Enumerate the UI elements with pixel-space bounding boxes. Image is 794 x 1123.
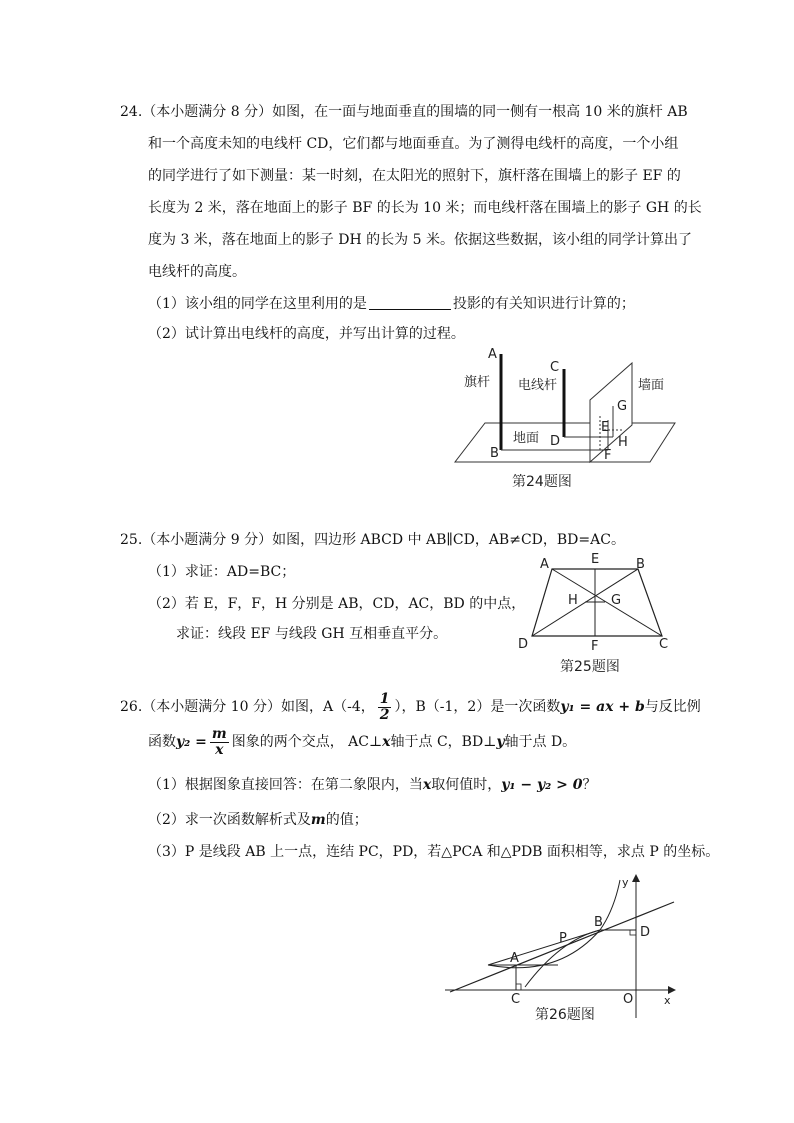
label-ground: 地面 xyxy=(513,431,540,446)
label-h: H xyxy=(568,593,578,608)
right-angle-c xyxy=(516,984,521,990)
var-m: m xyxy=(310,812,326,828)
var-x: x xyxy=(382,734,391,750)
label-f: F xyxy=(591,639,599,654)
q26-l2-text-c: 轴于点 C，BD⊥ xyxy=(390,734,497,750)
label-p: P xyxy=(559,931,567,946)
x-axis-arrow xyxy=(668,986,676,994)
figure-26 xyxy=(440,870,680,1025)
y-axis-arrow xyxy=(632,874,640,882)
q26-subquestion-2 xyxy=(148,810,368,830)
var-y: y xyxy=(496,734,505,750)
q26-s1-text-b: 取何值时， xyxy=(431,777,502,793)
linear-function-line xyxy=(450,902,674,992)
label-a: A xyxy=(510,951,519,966)
q26-l1-text-a: 26.（本小题满分 10 分）如图，A（-4， xyxy=(120,699,375,715)
q26-l1-text-b: ），B（-1，2）是一次函数 xyxy=(394,699,561,715)
q26-line-2 xyxy=(148,725,576,759)
q24-subquestion-1 xyxy=(148,294,635,314)
formula-inverse-lhs: y₂ = xyxy=(176,734,207,750)
q24-line-6: 电线杆的高度。 xyxy=(148,264,246,280)
formula-linear-function: y₁ = ax + b xyxy=(560,699,645,715)
q26-l2-text-a: 函数 xyxy=(148,734,176,750)
label-d: D xyxy=(550,434,561,449)
figure-24-caption: 第24题图 xyxy=(512,474,572,490)
label-flagpole: 旗杆 xyxy=(464,375,491,390)
q24-s1-text-b: 投影的有关知识进行计算的； xyxy=(452,296,635,312)
figure-26-caption: 第26题图 xyxy=(535,1007,595,1023)
q24-line-5: 度为 3 米，落在地面上的影子 DH 的长为 5 米。依据这些数据，该小组的同学计算出了 xyxy=(148,232,692,248)
q24-line-3: 的同学进行了如下测量：某一时刻，在太阳光的照射下，旗杆落在围墙上的影子 EF 的 xyxy=(148,168,681,184)
q24-subquestion-2: （2）试计算出电线杆的高度，并写出计算的过程。 xyxy=(148,326,465,342)
fraction-numerator: m xyxy=(211,725,227,742)
fraction-numerator: 1 xyxy=(379,690,390,707)
label-wall: 墙面 xyxy=(638,378,665,393)
q25-subquestion-1: （1）求证：AD=BC； xyxy=(148,564,296,580)
q26-subquestion-3: （3）P 是线段 AB 上一点，连结 PC，PD，若△PCA 和△PDB 面积相等，求点 P 的坐标。 xyxy=(148,844,720,860)
q24-line-1: 24.（本小题满分 8 分）如图，在一面与地面垂直的围墙的同一侧有一根高 10 米的旗杆 AB xyxy=(120,104,688,120)
q26-s2-text-b: 的值； xyxy=(325,812,368,828)
label-a: A xyxy=(488,347,497,362)
inequality: y₁ − y₂ > 0 xyxy=(501,777,583,793)
var-x: x xyxy=(422,777,432,793)
figure-25-caption: 第25题图 xyxy=(560,659,620,675)
label-f: F xyxy=(604,448,612,463)
label-g: G xyxy=(611,593,622,608)
q26-l2-text-d: 轴于点 D。 xyxy=(504,734,577,750)
q26-s1-text-c: ？ xyxy=(582,777,597,793)
label-b: B xyxy=(594,915,603,930)
q26-l2-text-b: 图象的两个交点， AC⊥ xyxy=(231,734,383,750)
label-b: B xyxy=(490,446,499,461)
label-e: E xyxy=(591,552,600,567)
label-y-axis: y xyxy=(622,876,629,889)
label-utility-pole: 电线杆 xyxy=(518,378,558,393)
q26-line-1 xyxy=(120,690,701,724)
figure-24 xyxy=(450,340,680,500)
q26-s2-text-a: （2）求一次函数解析式及 xyxy=(148,812,311,828)
helper-line xyxy=(488,930,600,965)
answer-blank xyxy=(369,295,451,310)
label-a: A xyxy=(540,557,549,572)
label-g: G xyxy=(617,399,628,414)
label-x-axis: x xyxy=(664,994,671,1007)
label-c: C xyxy=(550,360,560,375)
q24-line-2: 和一个高度未知的电线杆 CD，它们都与地面垂直。为了测得电线杆的高度，一个小组 xyxy=(148,136,679,152)
q26-subquestion-1 xyxy=(148,775,597,795)
fraction-denominator: x xyxy=(215,741,224,758)
q25-subquestion-2-cont: 求证：线段 EF 与线段 GH 互相垂直平分。 xyxy=(176,626,448,642)
label-c: C xyxy=(659,637,669,652)
q25-line-1: 25.（本小题满分 9 分）如图，四边形 ABCD 中 AB∥CD，AB≠CD，BD=AC。 xyxy=(120,532,625,548)
inverse-function-curve xyxy=(525,880,620,987)
label-d: D xyxy=(640,925,651,940)
q25-subquestion-2: （2）若 E，F，F，H 分别是 AB，CD，AC，BD 的中点， xyxy=(148,596,526,612)
label-e: E xyxy=(601,420,610,435)
fraction-denominator: 2 xyxy=(379,706,390,723)
label-b: B xyxy=(636,557,645,572)
right-angle-d xyxy=(630,930,636,935)
fraction-m-over-x xyxy=(210,727,229,758)
q26-s1-text-a: （1）根据图象直接回答：在第二象限内，当 xyxy=(148,777,423,793)
label-h: H xyxy=(618,435,628,450)
label-c: C xyxy=(511,992,521,1007)
figure-25 xyxy=(510,550,680,680)
q24-s1-text-a: （1）该小组的同学在这里利用的是 xyxy=(148,296,367,312)
fraction-one-half xyxy=(378,692,392,723)
q24-line-4: 长度为 2 米，落在地面上的影子 BF 的长为 10 米；而电线杆落在围墙上的影子 GH 的长 xyxy=(148,200,702,216)
label-d: D xyxy=(518,637,529,652)
q26-l1-text-c: 与反比例 xyxy=(644,699,701,715)
label-o: O xyxy=(623,992,634,1007)
